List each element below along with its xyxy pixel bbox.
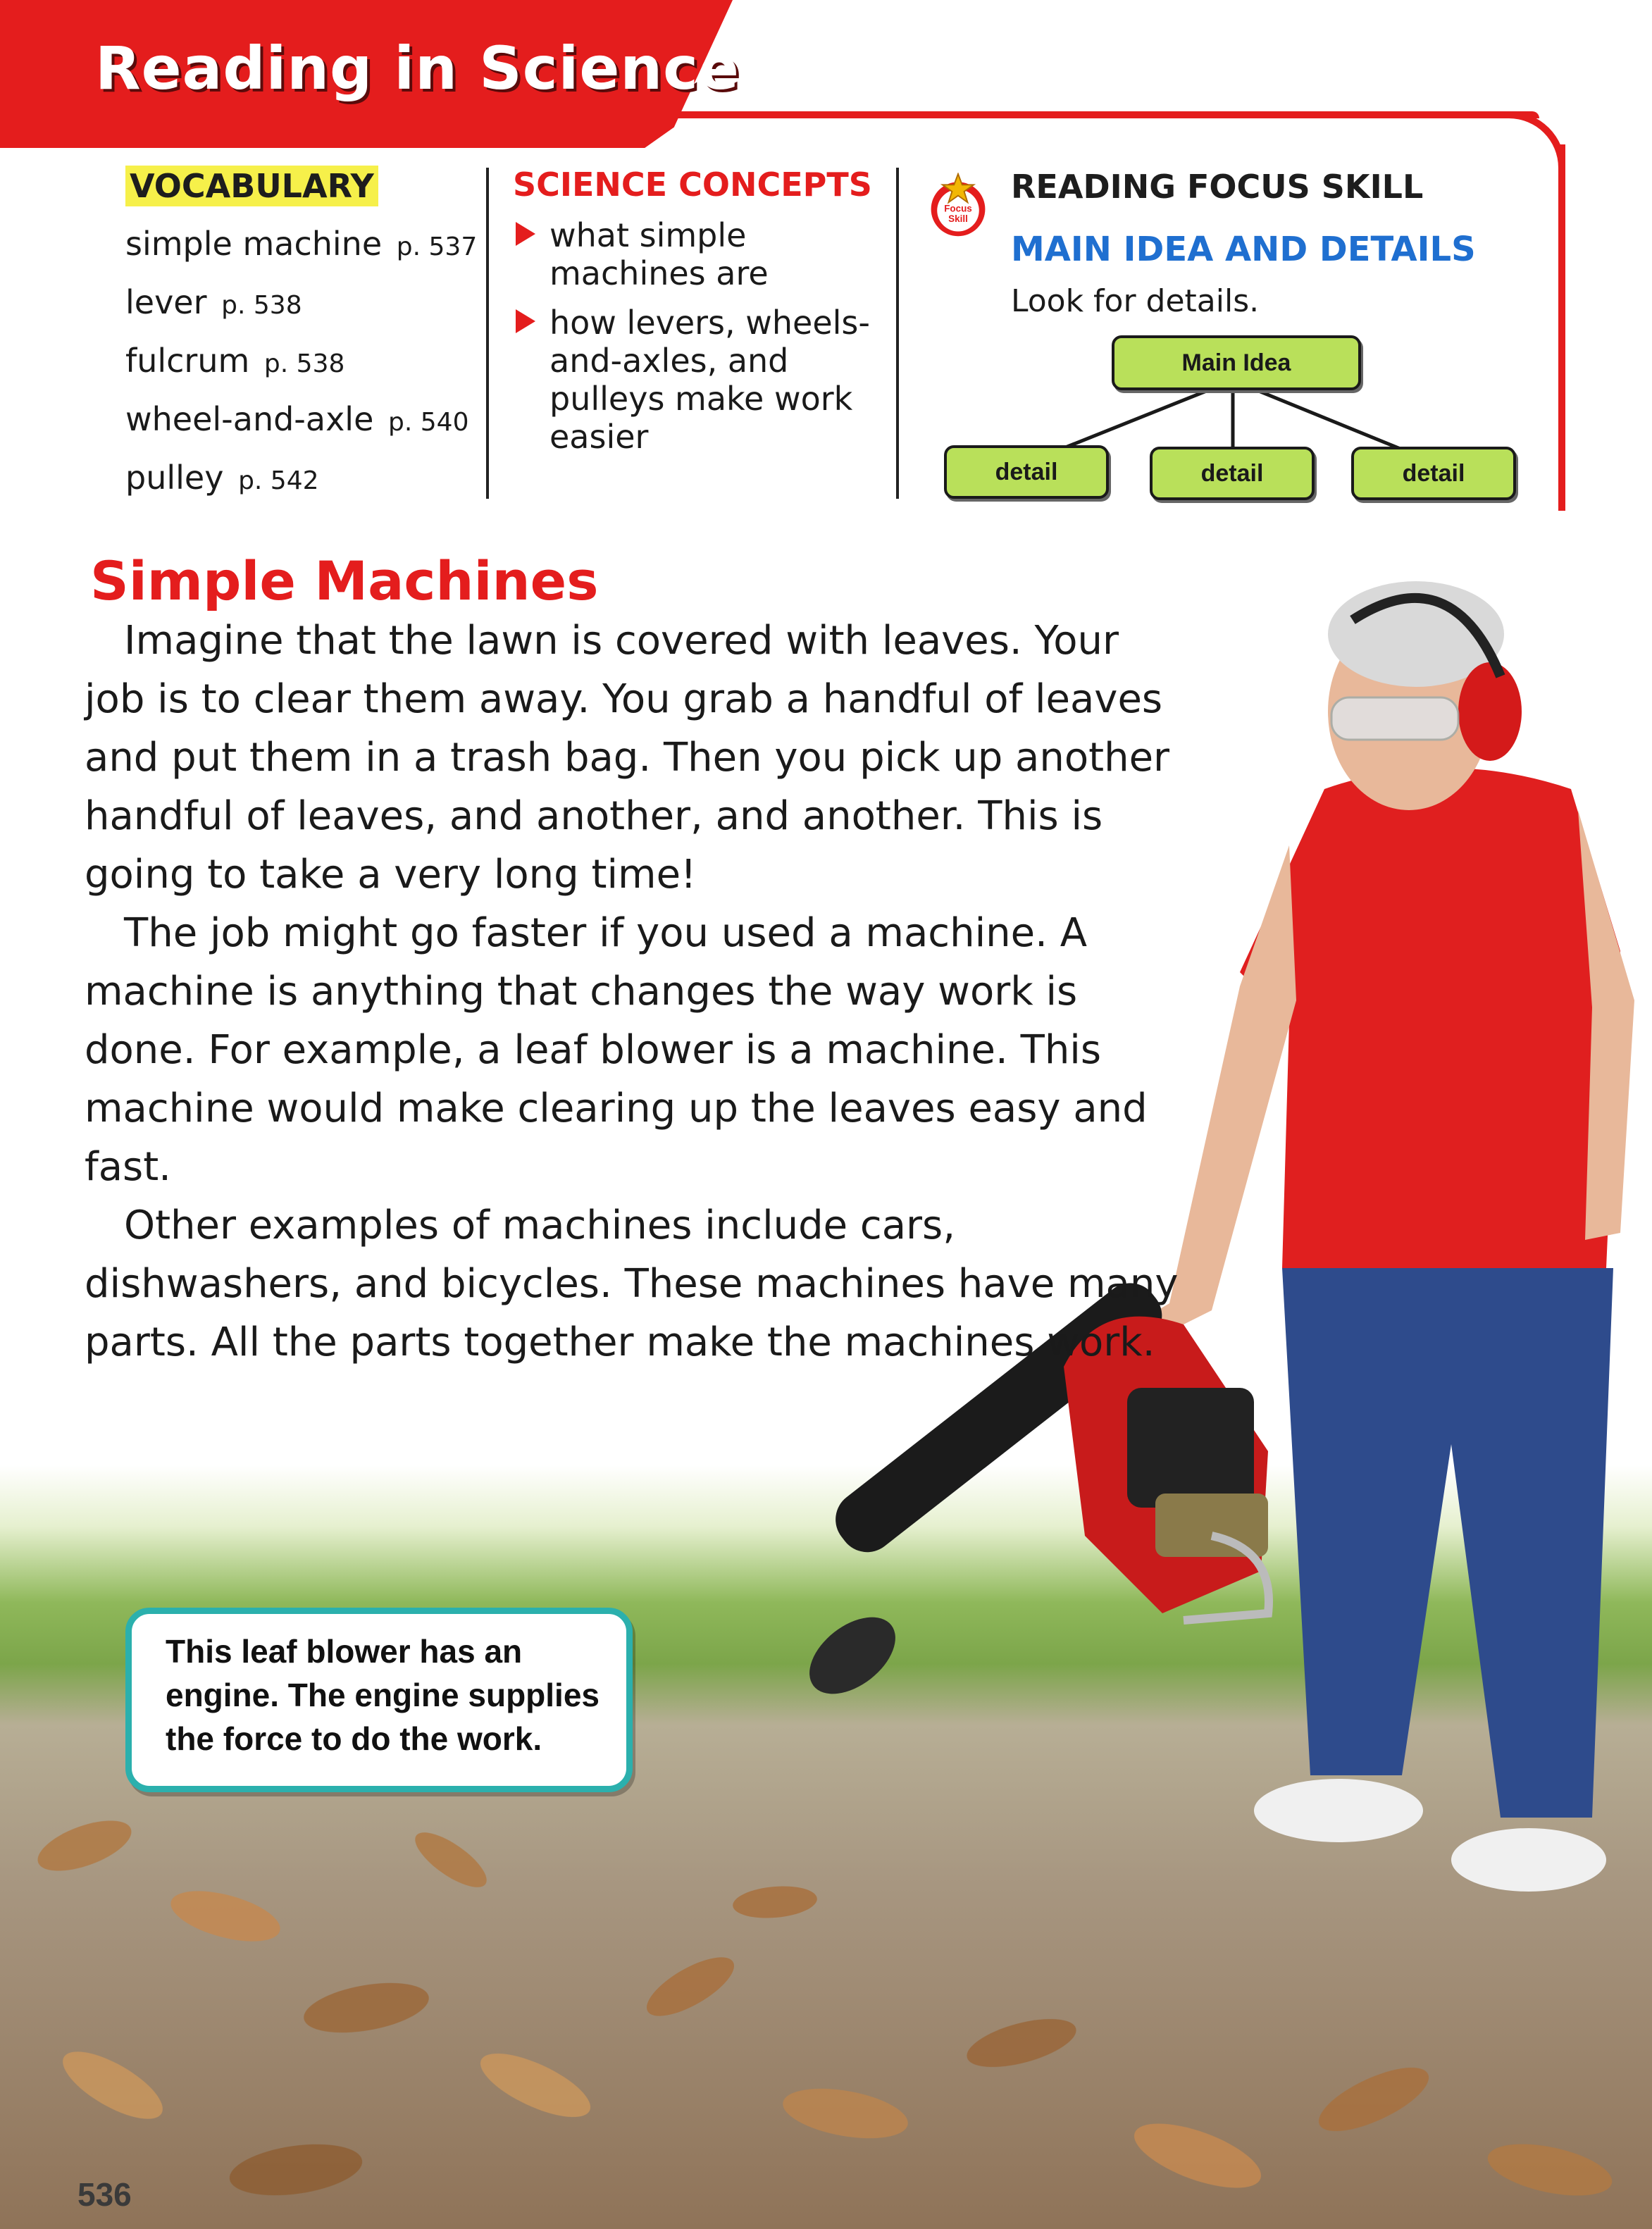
body-text <box>85 611 1184 1372</box>
vocabulary-term: pulley <box>125 459 224 497</box>
diagram-main-idea-box: Main Idea <box>1112 335 1361 390</box>
concept-text: what simple machines are <box>549 216 769 292</box>
vocabulary-term: fulcrum <box>125 342 250 380</box>
focus-skill-hint: Look for details. <box>1011 283 1260 319</box>
diagram-detail-box: detail <box>1351 447 1516 500</box>
focus-skill-title: READING FOCUS SKILL <box>1011 168 1424 206</box>
vocabulary-page: p. 540 <box>388 408 469 437</box>
vocabulary-title: VOCABULARY <box>125 166 378 206</box>
body-paragraph: Imagine that the lawn is covered with leaves. Your job is to clear them away. You grab a handful of leaves and put them in a trash bag. Then you pick up another handful of leaves, and another, and another. This is going to take a very long time! <box>85 618 1170 898</box>
svg-text:Skill: Skill <box>948 213 968 225</box>
section-title: Simple Machines <box>90 550 599 612</box>
vocabulary-term: wheel-and-axle <box>125 400 374 438</box>
vocabulary-page: p. 538 <box>221 291 302 320</box>
concepts-title: SCIENCE CONCEPTS <box>513 166 872 204</box>
vocabulary-page: p. 538 <box>263 349 345 378</box>
concept-text: how levers, wheels-and-axles, and pulleys make work easier <box>549 304 870 456</box>
vocabulary-page: p. 542 <box>238 466 319 495</box>
page-title: Reading in Science <box>95 34 740 103</box>
photo-caption: This leaf blower has an engine. The engine supplies the force to do the work. <box>166 1633 600 1757</box>
vocabulary-term: simple machine <box>125 225 383 263</box>
body-paragraph: Other examples of machines include cars, dishwashers, and bicycles. These machines have many parts. All the parts together make the machines work. <box>85 1203 1179 1365</box>
vocabulary-term: lever <box>125 283 207 321</box>
body-paragraph: The job might go faster if you used a machine. A machine is anything that changes the way work is done. For example, a leaf blower is a machine. This machine would make clearing up the leaves easy and fast. <box>85 910 1148 1190</box>
svg-text:Focus: Focus <box>944 203 972 214</box>
diagram-detail-box: detail <box>1150 447 1315 500</box>
photo-caption-box <box>125 1608 633 1792</box>
focus-skill-subtitle: MAIN IDEA AND DETAILS <box>1011 230 1476 269</box>
vocabulary-page: p. 537 <box>396 232 478 261</box>
diagram-detail-box: detail <box>944 445 1109 499</box>
page-number: 536 <box>77 2176 132 2213</box>
